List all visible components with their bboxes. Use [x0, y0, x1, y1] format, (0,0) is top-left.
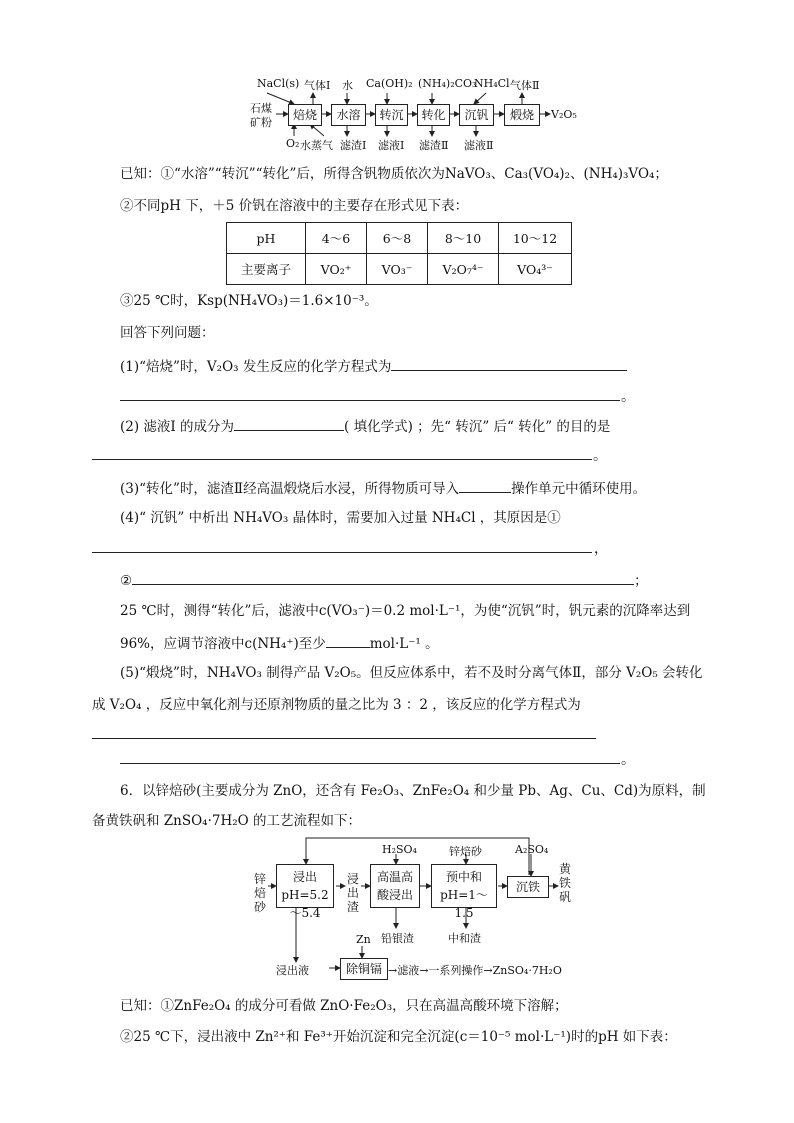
- flow1-label-nacl: NaCl(s): [257, 77, 300, 90]
- flow2-box2-line1: 高温高: [376, 870, 413, 884]
- known2-item2: ②25 ℃下，浸出液中 Zn²⁺和 Fe³⁺开始沉淀和完全沉淀(c＝10⁻⁵ mol·L⁻¹)时的pH 如下表：: [120, 1029, 677, 1045]
- flow1-label-water: 水: [342, 79, 353, 92]
- flow1-box-precipitate-transfer: 转沉: [375, 104, 408, 126]
- ion-table-cell: V₂O₇⁴⁻: [428, 254, 499, 285]
- flow2-box-pre-neutralize: [431, 864, 497, 920]
- question-2-text-a: (2) 滤液Ⅰ 的成分为: [120, 419, 235, 435]
- flow1-input-line1: 石煤: [250, 102, 272, 115]
- flow1-bottom-filtrate2: 滤液Ⅱ: [464, 139, 494, 152]
- question-2-text-b: ( 填化学式) ；先“ 转沉” 后“ 转化” 的目的是: [344, 419, 611, 435]
- ion-table-header-cell: 4～6: [306, 223, 367, 254]
- flow2-box-iron-precipitation: 沉铁: [507, 876, 549, 898]
- question-4c-unit: mol·L⁻¹ 。: [369, 636, 439, 652]
- question-4b-marker: ②: [120, 573, 133, 589]
- flow1-label-caoh2: Ca(OH)₂: [366, 77, 413, 90]
- flow2-leachate: 浸出液: [276, 964, 309, 977]
- question-1-text: (1)“焙烧”时，V₂O₃ 发生反应的化学方程式为: [120, 359, 392, 375]
- question-4c-text: 96%，应调节溶液中c(NH₄⁺)至少: [120, 636, 326, 652]
- flow2-h2so4: H₂SO₄: [382, 843, 417, 856]
- question-4: (4)“ 沉钒” 中析出 NH₄VO₃ 晶体时，需要加入过量 NH₄Cl ，其原因是①: [120, 510, 561, 526]
- flow2-residue-label: 浸出渣: [346, 872, 359, 914]
- flow2-input-label: 锌焙砂: [253, 872, 266, 914]
- flow2-box3-line2: pH=1～1.5: [440, 888, 488, 920]
- flow2-filtrate-chain: →滤液→一系列操作→ZnSO₄·7H₂O: [388, 964, 562, 977]
- flow1-label-gas2: 气体Ⅱ: [510, 79, 540, 92]
- flow1-bottom-o2: O₂: [286, 137, 300, 150]
- ion-table-cell: VO₂⁺: [306, 254, 367, 285]
- flow1-box-calcine: 煅烧: [504, 104, 540, 126]
- flow2-box-remove-cu-cd: 除铜镉: [340, 958, 388, 980]
- ion-table-row-label: 主要离子: [227, 254, 306, 285]
- flow2-box-leach: [276, 864, 334, 920]
- flow2-lead-silver-residue: 铅银渣: [381, 932, 414, 945]
- known1-item1: 已知：①“水溶”“转沉”“转化”后，所得含钒物质依次为NaVO₃、Ca₃(VO₄)₂、(NH₄)₃VO₄；: [120, 166, 668, 182]
- flow2-zn: Zn: [356, 933, 371, 946]
- flow2-box3-line1: 预中和: [445, 870, 482, 884]
- flow1-box-vanadium-precipitation: 沉钒: [459, 104, 494, 126]
- question-5-period: 。: [621, 752, 635, 768]
- flow1-output: V₂O₅: [551, 108, 577, 121]
- flow1-bottom-steam: 水蒸气: [300, 139, 333, 152]
- known1-item3: ③25 ℃时，Ksp(NH₄VO₃)＝1.6×10⁻³。: [120, 293, 378, 309]
- flow1-label-nh4cl: NH₄Cl: [474, 77, 510, 90]
- flow1-bottom-residue2: 滤渣Ⅱ: [419, 139, 449, 152]
- flow2-box-leach-title: 浸出: [292, 870, 317, 884]
- question-2-period: 。: [593, 448, 607, 464]
- question-3-text-b: 操作单元中循环使用。: [511, 481, 647, 497]
- flow2-product-label: 黄铁矾: [558, 862, 571, 904]
- ion-table-header-cell: pH: [227, 223, 306, 254]
- flow1-box-convert: 转化: [417, 104, 450, 126]
- flow2-a2so4: A₂SO₄: [515, 843, 549, 856]
- question-1-period: 。: [621, 389, 635, 405]
- flow1-bottom-filtrate1: 滤液Ⅰ: [378, 139, 405, 152]
- ion-table-header-cell: 6～8: [367, 223, 428, 254]
- flow2-box-leach-ph: pH=5.2～5.4: [281, 888, 329, 920]
- ion-table-cell: VO₄³⁻: [499, 254, 572, 285]
- problem-6-line2: 备黄铁矾和 ZnSO₄·7H₂O 的工艺流程如下：: [92, 813, 362, 829]
- flow1-box-dissolve: 水溶: [331, 104, 366, 126]
- flow2-zinc-calcine: 锌焙砂: [449, 845, 482, 858]
- ion-table-header-cell: 8～10: [428, 223, 499, 254]
- flow1-label-nh4co3: (NH₄)₂CO₃: [418, 77, 477, 90]
- flow1-input-line2: 矿粉: [250, 116, 272, 129]
- known2-item1: 已知：①ZnFe₂O₄ 的成分可看做 ZnO·Fe₂O₃，只在高温高酸环境下溶解；: [120, 998, 568, 1014]
- ion-table-cell: VO₃⁻: [367, 254, 428, 285]
- ion-table-header-cell: 10～12: [499, 223, 572, 254]
- question-4-comma: ，: [594, 541, 608, 557]
- flow1-label-gas1: 气体Ⅰ: [304, 79, 331, 92]
- flow2-box2-line2: 酸浸出: [376, 888, 413, 902]
- flow2-box-high-acid-leach: [370, 864, 420, 908]
- known1-item2: ②不同pH 下，＋5 价钒在溶液中的主要存在形式见下表：: [120, 198, 469, 214]
- questions-intro: 回答下列问题：: [120, 325, 215, 341]
- problem-6-line1: 6．以锌焙砂(主要成分为 ZnO，还含有 Fe₂O₃、ZnFe₂O₄ 和少量 Pb、Ag、Cu、Cd)为原料，制: [120, 783, 706, 799]
- question-4c-line1: 25 ℃时，测得“转化”后，滤液中c(VO₃⁻)＝0.2 mol·L⁻¹，为使“沉钒”时，钒元素的沉降率达到: [120, 603, 691, 619]
- question-3-text-a: (3)“转化”时，滤渣Ⅱ经高温煅烧后水浸，所得物质可导入: [120, 481, 460, 497]
- flow2-neutral-residue: 中和渣: [448, 932, 481, 945]
- question-4b-semicolon: ；: [634, 573, 648, 589]
- flow1-box-roast: 焙烧: [288, 104, 322, 126]
- question-5-line2: 成 V₂O₄ ，反应中氧化剂与还原剂物质的量之比为 3 ：2 ，该反应的化学方程式为: [92, 697, 581, 713]
- question-5-line1: (5)“煅烧”时，NH₄VO₃ 制得产品 V₂O₅。但反应体系中，若不及时分离气体Ⅱ，部分 V₂O₅ 会转化: [120, 665, 703, 681]
- flow1-bottom-residue1: 滤渣Ⅰ: [340, 139, 367, 152]
